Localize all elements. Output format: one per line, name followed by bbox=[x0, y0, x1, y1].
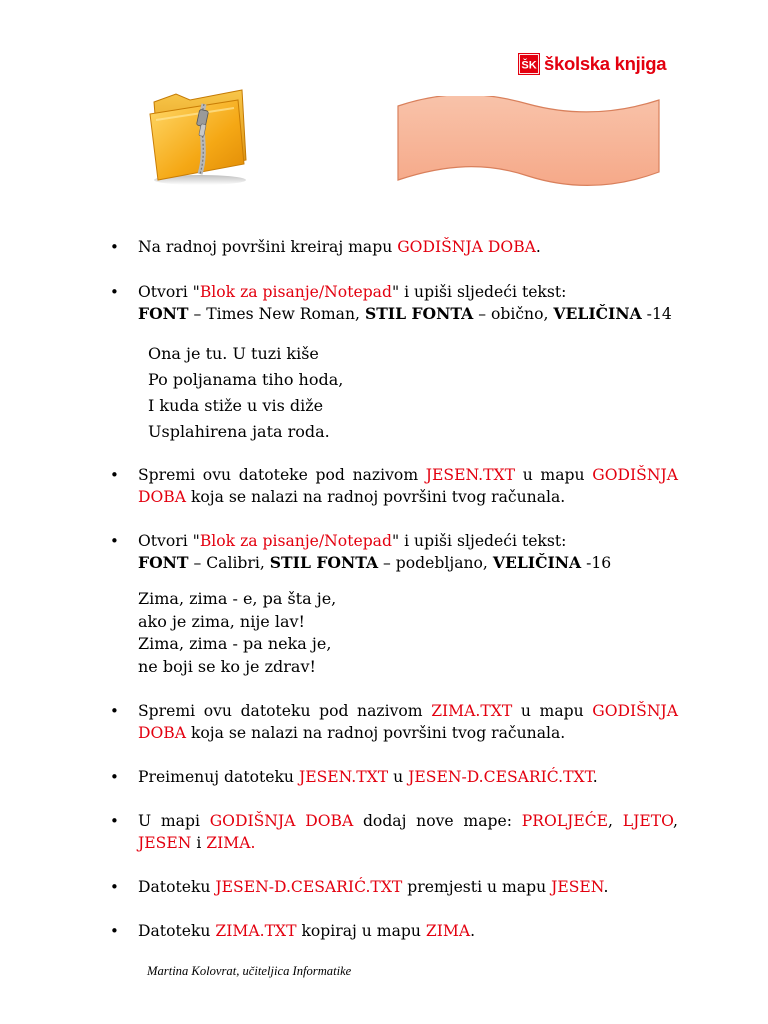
text-run: " i upiši sljedeći tekst: bbox=[391, 532, 567, 550]
highlighted-name: Blok za pisanje/Notepad bbox=[199, 283, 392, 301]
text-run: " i upiši sljedeći tekst: bbox=[391, 283, 567, 301]
highlighted-name: GODIŠNJA DOBA bbox=[138, 702, 678, 742]
text-run: – Times New Roman, bbox=[188, 305, 365, 323]
item-text bbox=[138, 464, 678, 508]
text-run: koja se nalazi na radnoj površini tvog računala. bbox=[186, 488, 566, 506]
author-credit: Martina Kolovrat, učiteljica Informatike bbox=[147, 964, 352, 978]
bold-label: FONT bbox=[138, 304, 189, 323]
item-text bbox=[138, 236, 680, 258]
highlighted-name: GODIŠNJA DOBA bbox=[397, 238, 536, 256]
text-run: Otvori " bbox=[138, 283, 200, 301]
highlighted-name: GODIŠNJA DOBA bbox=[209, 812, 354, 830]
highlighted-name: ZIMA.TXT bbox=[431, 702, 513, 720]
text-run: – obično, bbox=[473, 305, 554, 323]
bullet-icon: • bbox=[110, 878, 119, 896]
poem-line: Ona je tu. U tuzi kiše bbox=[148, 344, 319, 363]
bullet-icon: • bbox=[110, 812, 119, 830]
poem-autumn bbox=[138, 341, 680, 445]
highlighted-name: GODIŠNJA DOBA bbox=[138, 466, 678, 506]
poem-line: ne boji se ko je zdrav! bbox=[138, 656, 316, 676]
text-run: Preimenuj datoteku bbox=[138, 768, 299, 786]
list-item bbox=[110, 464, 680, 508]
list-item bbox=[110, 876, 680, 898]
text-run: premjesti u mapu bbox=[402, 878, 552, 896]
list-item bbox=[110, 700, 680, 744]
text-run: u mapu bbox=[512, 702, 593, 720]
bullet-icon: • bbox=[110, 702, 119, 720]
list-item bbox=[110, 236, 680, 258]
text-run: u mapu bbox=[515, 466, 593, 484]
text-run: Datoteku bbox=[138, 922, 216, 940]
poem-line: ako je zima, nije lav! bbox=[138, 611, 305, 631]
item-text bbox=[138, 876, 680, 898]
text-run: . bbox=[592, 768, 598, 786]
poem-winter bbox=[138, 588, 680, 678]
text-run: koja se nalazi na radnoj površini tvog računala. bbox=[186, 724, 566, 742]
text-run: U mapi bbox=[138, 812, 210, 830]
bold-label: STIL FONTA bbox=[269, 553, 379, 572]
font-settings bbox=[138, 552, 680, 574]
list-item bbox=[110, 281, 680, 445]
item-text bbox=[138, 920, 680, 942]
list-item bbox=[110, 766, 680, 788]
poem-line: Zima, zima - e, pa šta je, bbox=[138, 589, 337, 608]
item-text bbox=[138, 700, 678, 744]
text-run: – Calibri, bbox=[188, 554, 270, 572]
logo-text: školska knjiga bbox=[544, 53, 667, 74]
highlighted-name: JESEN bbox=[138, 834, 192, 852]
text-run: u bbox=[388, 768, 409, 786]
highlighted-name: LJETO bbox=[622, 812, 674, 830]
bullet-icon: • bbox=[110, 238, 119, 256]
list-item bbox=[110, 530, 680, 678]
bold-label: STIL FONTA bbox=[364, 304, 474, 323]
poem-line: Zima, zima - pa neka je, bbox=[138, 634, 332, 653]
text-run: , bbox=[673, 812, 678, 830]
highlighted-name: ZIMA bbox=[425, 922, 471, 940]
list-item bbox=[110, 920, 680, 942]
bullet-icon: • bbox=[110, 466, 119, 484]
sk-logo-icon bbox=[518, 53, 540, 75]
item-text bbox=[138, 810, 678, 854]
wavy-banner bbox=[396, 96, 662, 190]
item-text bbox=[138, 766, 680, 788]
item-text bbox=[138, 530, 680, 552]
poem-line: Usplahirena jata roda. bbox=[148, 422, 330, 441]
text-run: Na radnoj površini kreiraj mapu bbox=[138, 238, 398, 256]
highlighted-name: PROLJEĆE bbox=[521, 812, 609, 830]
text-run: Otvori " bbox=[138, 532, 200, 550]
list-item bbox=[110, 810, 680, 854]
bullet-icon: • bbox=[110, 768, 119, 786]
bullet-icon: • bbox=[110, 532, 119, 550]
bold-label: VELIČINA bbox=[553, 304, 642, 323]
highlighted-name: JESEN-D.CESARIĆ.TXT bbox=[215, 878, 403, 896]
text-run: i bbox=[191, 834, 207, 852]
text-run: . bbox=[535, 238, 541, 256]
poem-line: I kuda stiže u vis diže bbox=[148, 396, 324, 415]
item-text bbox=[138, 281, 680, 303]
highlighted-name: Blok za pisanje/Notepad bbox=[199, 532, 392, 550]
poem-line: Po poljanama tiho hoda, bbox=[148, 370, 344, 389]
highlighted-name: JESEN.TXT bbox=[298, 768, 389, 786]
text-run: Spremi ovu datoteke pod nazivom bbox=[138, 466, 426, 484]
text-run: kopiraj u mapu bbox=[296, 922, 426, 940]
text-run: -14 bbox=[641, 305, 672, 323]
text-run: – podebljano, bbox=[378, 554, 493, 572]
font-settings bbox=[138, 303, 680, 325]
instruction-list bbox=[110, 236, 680, 942]
highlighted-name: ZIMA.TXT bbox=[215, 922, 297, 940]
highlighted-name: ZIMA. bbox=[206, 834, 256, 852]
text-run: Spremi ovu datoteku pod nazivom bbox=[138, 702, 432, 720]
highlighted-name: JESEN bbox=[551, 878, 604, 896]
zipped-folder-icon bbox=[146, 88, 252, 186]
text-run: Datoteku bbox=[138, 878, 216, 896]
highlighted-name: JESEN-D.CESARIĆ.TXT bbox=[408, 768, 593, 786]
bold-label: VELIČINA bbox=[492, 553, 582, 572]
text-run: . bbox=[603, 878, 609, 896]
text-run: dodaj nove mape: bbox=[353, 812, 522, 830]
publisher-logo bbox=[518, 52, 666, 76]
bullet-icon: • bbox=[110, 283, 119, 301]
text-run: , bbox=[608, 812, 623, 830]
highlighted-name: JESEN.TXT bbox=[425, 466, 516, 484]
bullet-icon: • bbox=[110, 922, 119, 940]
text-run: -16 bbox=[581, 554, 612, 572]
svg-text:ŠK: ŠK bbox=[521, 59, 537, 72]
text-run: . bbox=[470, 922, 476, 940]
bold-label: FONT bbox=[138, 553, 189, 572]
